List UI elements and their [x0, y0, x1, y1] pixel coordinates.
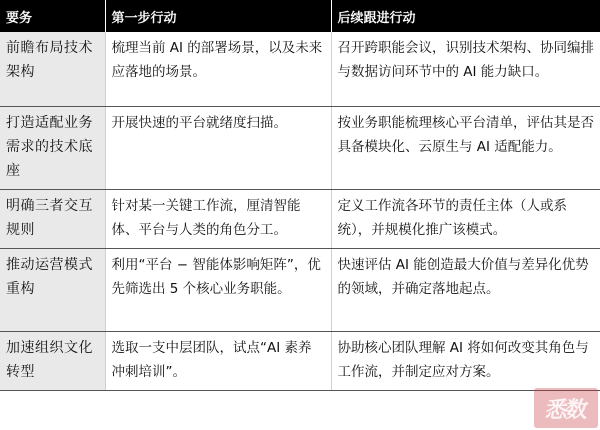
row-follow-up: 召开跨职能会议，识别技术架构、协同编排与数据访问环节中的 AI 能力缺口。 — [331, 32, 600, 107]
row-follow-up: 协助核心团队理解 AI 将如何改变其角色与工作流，并制定应对方案。 — [331, 332, 600, 391]
row-follow-up: 快速评估 AI 能创造最大价值与差异化优势的领域，并确定落地起点。 — [331, 249, 600, 332]
row-first-step: 选取一支中层团队，试点“AI 素养冲刺培训”。 — [105, 332, 331, 391]
row-task: 前瞻布局技术架构 — [0, 32, 105, 107]
table-row — [0, 107, 600, 190]
watermark-label: 悉数 — [543, 397, 588, 423]
row-first-step: 利用“平台 − 智能体影响矩阵”，优先筛选出 5 个核心业务职能。 — [105, 249, 331, 332]
watermark-logo — [534, 388, 598, 428]
table-row — [0, 190, 600, 249]
row-task: 推动运营模式重构 — [0, 249, 105, 332]
header-follow-up: 后续跟进行动 — [331, 0, 600, 32]
row-first-step: 针对某一关键工作流，厘清智能体、平台与人类的角色分工。 — [105, 190, 331, 249]
header-task: 要务 — [0, 0, 105, 32]
header-first-step: 第一步行动 — [105, 0, 331, 32]
row-first-step: 梳理当前 AI 的部署场景，以及未来应落地的场景。 — [105, 32, 331, 107]
row-follow-up: 按业务职能梳理核心平台清单，评估其是否具备模块化、云原生与 AI 适配能力。 — [331, 107, 600, 190]
table-row — [0, 332, 600, 391]
row-follow-up: 定义工作流各环节的责任主体（人或系统），并规模化推广该模式。 — [331, 190, 600, 249]
table-row — [0, 32, 600, 107]
table-header-row — [0, 0, 600, 32]
table-row — [0, 249, 600, 332]
row-first-step: 开展快速的平台就绪度扫描。 — [105, 107, 331, 190]
row-task: 明确三者交互规则 — [0, 190, 105, 249]
row-task: 加速组织文化转型 — [0, 332, 105, 391]
row-task: 打造适配业务需求的技术底座 — [0, 107, 105, 190]
